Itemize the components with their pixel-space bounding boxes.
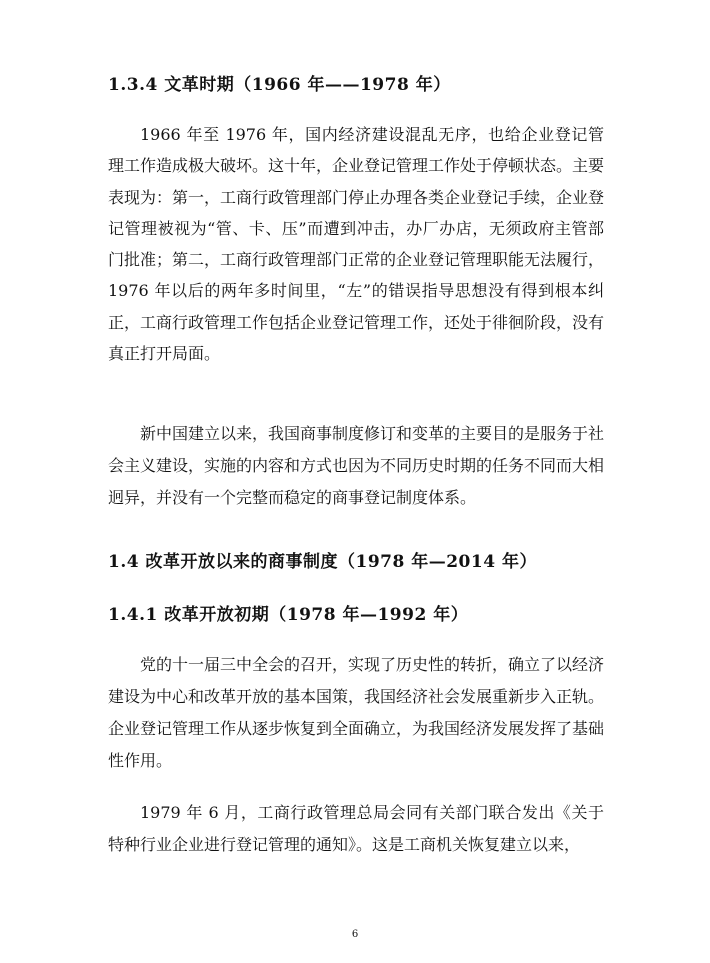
section-heading-1-4-1: 1.4.1 改革开放初期（1978 年—1992 年） bbox=[108, 605, 469, 625]
body-paragraph: 1979 年 6 月，工商行政管理总局会同有关部门联合发出《关于特种行业企业进行登记管理的通知》。这是工商机关恢复建立以来， bbox=[108, 803, 604, 854]
body-paragraph: 新中国建立以来，我国商事制度修订和变革的主要目的是服务于社会主义建设，实施的内容和方式也因为不同历史时期的任务不同而大相迥异，并没有一个完整而稳定的商事登记制度体系。 bbox=[108, 424, 605, 507]
page-number: 6 bbox=[351, 929, 359, 940]
body-paragraph: 党的十一届三中全会的召开，实现了历史性的转折，确立了以经济建设为中心和改革开放的基本国策，我国经济社会发展重新步入正轨。企业登记管理工作从逐步恢复到全面确立，为我国经济发展发挥了基础性作用。 bbox=[108, 655, 605, 770]
section-heading-1-3-4: 1.3.4 文革时期（1966 年——1978 年） bbox=[108, 75, 451, 95]
section-heading-1-4: 1.4 改革开放以来的商事制度（1978 年—2014 年） bbox=[108, 552, 537, 572]
body-paragraph: 1966 年至 1976 年，国内经济建设混乱无序，也给企业登记管理工作造成极大破坏。这十年，企业登记管理工作处于停顿状态。主要表现为：第一，工商行政管理部门停止办理各类企业登记手续，企业登记管理被视为“管、卡、压”而遭到冲击，办厂办店，无须政府主管部门批准；第二，工商行政管理部门正常的企业登记管理职能无法履行，1976 年以后的两年多时间里，“左”的错误指导思想没有得到根本纠正，工商行政管理工作包括企业登记管理工作，还处于徘徊阶段，没有真正打开局面。 bbox=[108, 125, 605, 364]
